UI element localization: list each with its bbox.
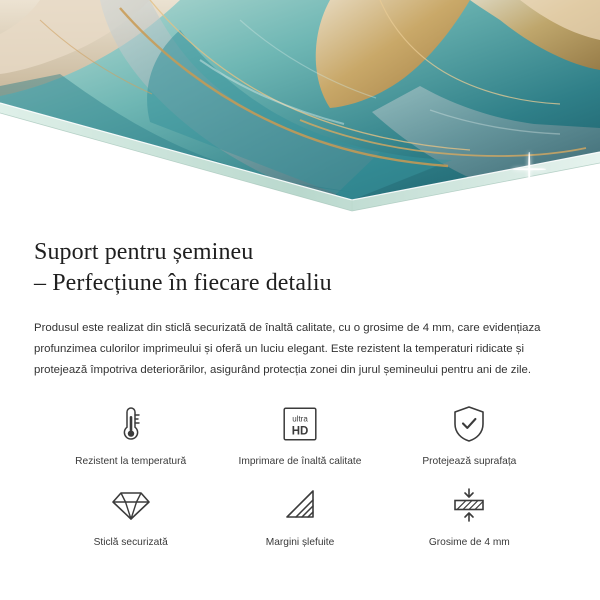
feature-item: [215, 484, 384, 549]
thermometer-icon: [108, 403, 154, 445]
feature-item: [46, 484, 215, 549]
feature-label: Sticlă securizată: [93, 536, 168, 548]
feature-label: Margini șlefuite: [265, 536, 335, 548]
polished-edges-icon: [277, 484, 323, 526]
feature-item: [46, 403, 215, 468]
feature-label: Protejează suprafața: [422, 455, 517, 467]
feature-label: Rezistent la temperatură: [75, 455, 187, 467]
feature-grid: [34, 403, 566, 550]
feature-label: Imprimare de înaltă calitate: [238, 455, 362, 467]
page-title-line-1: Suport pentru șemineu: [34, 239, 254, 265]
diamond-icon: [108, 484, 154, 526]
description-content: [0, 215, 600, 549]
feature-item: [385, 484, 554, 549]
shield-check-icon: [446, 403, 492, 445]
hero-image: [0, 0, 600, 215]
description-paragraph: Produsul este realizat din sticlă securizată de înaltă calitate, cu o grosime de 4 mm, care evidențiaza profunzimea culorilor imprimeului și oferă un luciu elegant. Este rezistent la temperaturi ridicate și protejează împotriva deteriorărilor, asigurând protecția zonei din jurul șemineului pentru ani de zile.: [34, 322, 541, 376]
thickness-4mm-icon: [446, 484, 492, 526]
feature-item: [385, 403, 554, 468]
feature-item: [215, 403, 384, 468]
svg-text:HD: HD: [291, 425, 309, 438]
page-title: [34, 237, 566, 298]
ultra-hd-icon: [277, 403, 323, 445]
page-title-line-2: – Perfecțiune în fiecare detaliu: [34, 269, 332, 296]
feature-label: Grosime de 4 mm: [428, 536, 510, 548]
marble-glass-artwork: [0, 0, 600, 215]
svg-text:ultra: ultra: [292, 414, 308, 424]
